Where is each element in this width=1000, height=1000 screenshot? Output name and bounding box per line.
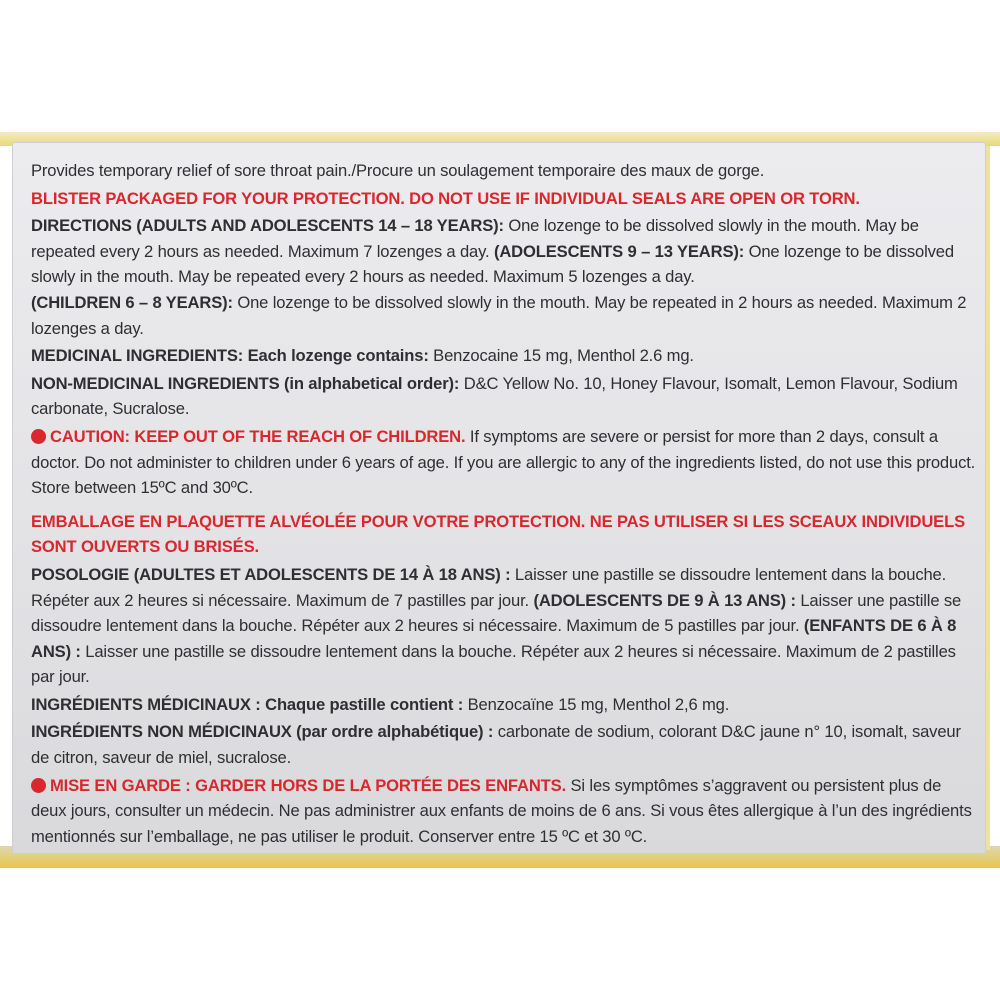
medicinal-heading-fr: INGRÉDIENTS MÉDICINAUX : Chaque pastille contient : bbox=[31, 694, 464, 714]
label-text-block bbox=[31, 158, 976, 849]
nonmedicinal-ingredients-fr bbox=[31, 719, 976, 770]
directions-heading-en: DIRECTIONS (ADULTS AND ADOLESCENTS 14 – 18 YEARS): bbox=[31, 216, 504, 236]
medicinal-text-en: Benzocaine 15 mg, Menthol 2.6 mg. bbox=[428, 346, 694, 366]
adolescents-heading-fr: (ADOLESCENTS DE 9 À 13 ANS) : bbox=[533, 590, 796, 610]
posologie-adults-text-fr: Laisser une pastille se dissoudre lentement dans la bouche. Répéter aux 2 heures si nécessaire. Maximum de 7 pastilles par jour. bbox=[31, 564, 947, 610]
adolescents-heading-en: (ADOLESCENTS 9 – 13 YEARS): bbox=[493, 241, 745, 261]
posologie-heading-fr: POSOLOGIE (ADULTES ET ADOLESCENTS DE 14 À 18 ANS) : bbox=[31, 564, 511, 584]
children-text-fr: Laisser une pastille se dissoudre lentement dans la bouche. Répéter aux 2 heures si nécessaire. Maximum de 2 pastilles par jour. bbox=[31, 641, 956, 687]
nonmedicinal-ingredients-en bbox=[31, 371, 976, 422]
posologie-fr bbox=[31, 562, 976, 690]
red-dot-icon bbox=[31, 429, 46, 444]
nonmedicinal-heading-en: NON-MEDICINAL INGREDIENTS (in alphabetical order): bbox=[31, 373, 460, 393]
nonmedicinal-heading-fr: INGRÉDIENTS NON MÉDICINAUX (par ordre alphabétique) : bbox=[31, 722, 494, 742]
nonmedicinal-text-fr: carbonate de sodium, colorant D&C jaune n° 10, isomalt, saveur de citron, saveur de miel, sucralose. bbox=[31, 722, 961, 768]
adolescents-text-en: One lozenge to be dissolved slowly in the mouth. May be repeated every 2 hours as needed. Maximum 5 lozenges a day. bbox=[31, 241, 954, 287]
adolescents-text-fr: Laisser une pastille se dissoudre lentement dans la bouche. Répéter aux 2 heures si nécessaire. Maximum de 5 pastilles par jour. bbox=[31, 590, 962, 636]
caution-fr bbox=[31, 773, 976, 850]
directions-en bbox=[31, 213, 976, 341]
medicinal-ingredients-en bbox=[31, 343, 976, 369]
blister-warning-fr: EMBALLAGE EN PLAQUETTE ALVÉOLÉE POUR VOTRE PROTECTION. NE PAS UTILISER SI LES SCEAUX INDIVIDUELS SONT OUVERTS OU BRISÉS. bbox=[31, 511, 965, 557]
directions-adults-text-en: One lozenge to be dissolved slowly in the mouth. May be repeated every 2 hours as needed. Maximum 7 lozenges a day. bbox=[31, 216, 919, 261]
caution-heading-en: CAUTION: KEEP OUT OF THE REACH OF CHILDREN. bbox=[50, 426, 466, 446]
nonmedicinal-text-en: D&C Yellow No. 10, Honey Flavour, Isomalt, Lemon Flavour, Sodium carbonate, Sucralose. bbox=[31, 373, 958, 419]
blister-warning-en: BLISTER PACKAGED FOR YOUR PROTECTION. DO NOT USE IF INDIVIDUAL SEALS ARE OPEN OR TORN. bbox=[31, 188, 860, 208]
caution-text-en: If symptoms are severe or persist for more than 2 days, consult a doctor. Do not administer to children under 6 years of age. If you are allergic to any of the ingredients listed, do not use this product. Store between 15ºC and 30ºC. bbox=[31, 426, 976, 498]
caution-en bbox=[31, 424, 976, 501]
medicinal-ingredients-fr bbox=[31, 692, 976, 718]
red-dot-icon bbox=[31, 778, 46, 793]
medicinal-text-fr: Benzocaïne 15 mg, Menthol 2,6 mg. bbox=[463, 694, 730, 714]
children-text-en: One lozenge to be dissolved slowly in the mouth. May be repeated in 2 hours as needed. Maximum 2 lozenges a day. bbox=[31, 292, 967, 338]
medicinal-heading-en: MEDICINAL INGREDIENTS: Each lozenge contains: bbox=[31, 346, 429, 366]
children-heading-fr: (ENFANTS DE 6 À 8 ANS) : bbox=[31, 616, 957, 661]
caution-text-fr: Si les symptômes s’aggravent ou persistent plus de deux jours, consulter un médecin. Ne pas administrer aux enfants de moins de 6 ans. Si vous êtes allergique à l’un des ingrédients mentionnés sur l’emballage, ne pas utiliser le produit. Conserver entre 15 ºC et 30 ºC. bbox=[31, 775, 972, 846]
intro-line: Provides temporary relief of sore throat pain./Procure un soulagement temporaire des maux de gorge. bbox=[31, 161, 765, 180]
caution-heading-fr: MISE EN GARDE : GARDER HORS DE LA PORTÉE DES ENFANTS. bbox=[50, 775, 567, 795]
children-heading-en: (CHILDREN 6 – 8 YEARS): bbox=[31, 292, 233, 312]
